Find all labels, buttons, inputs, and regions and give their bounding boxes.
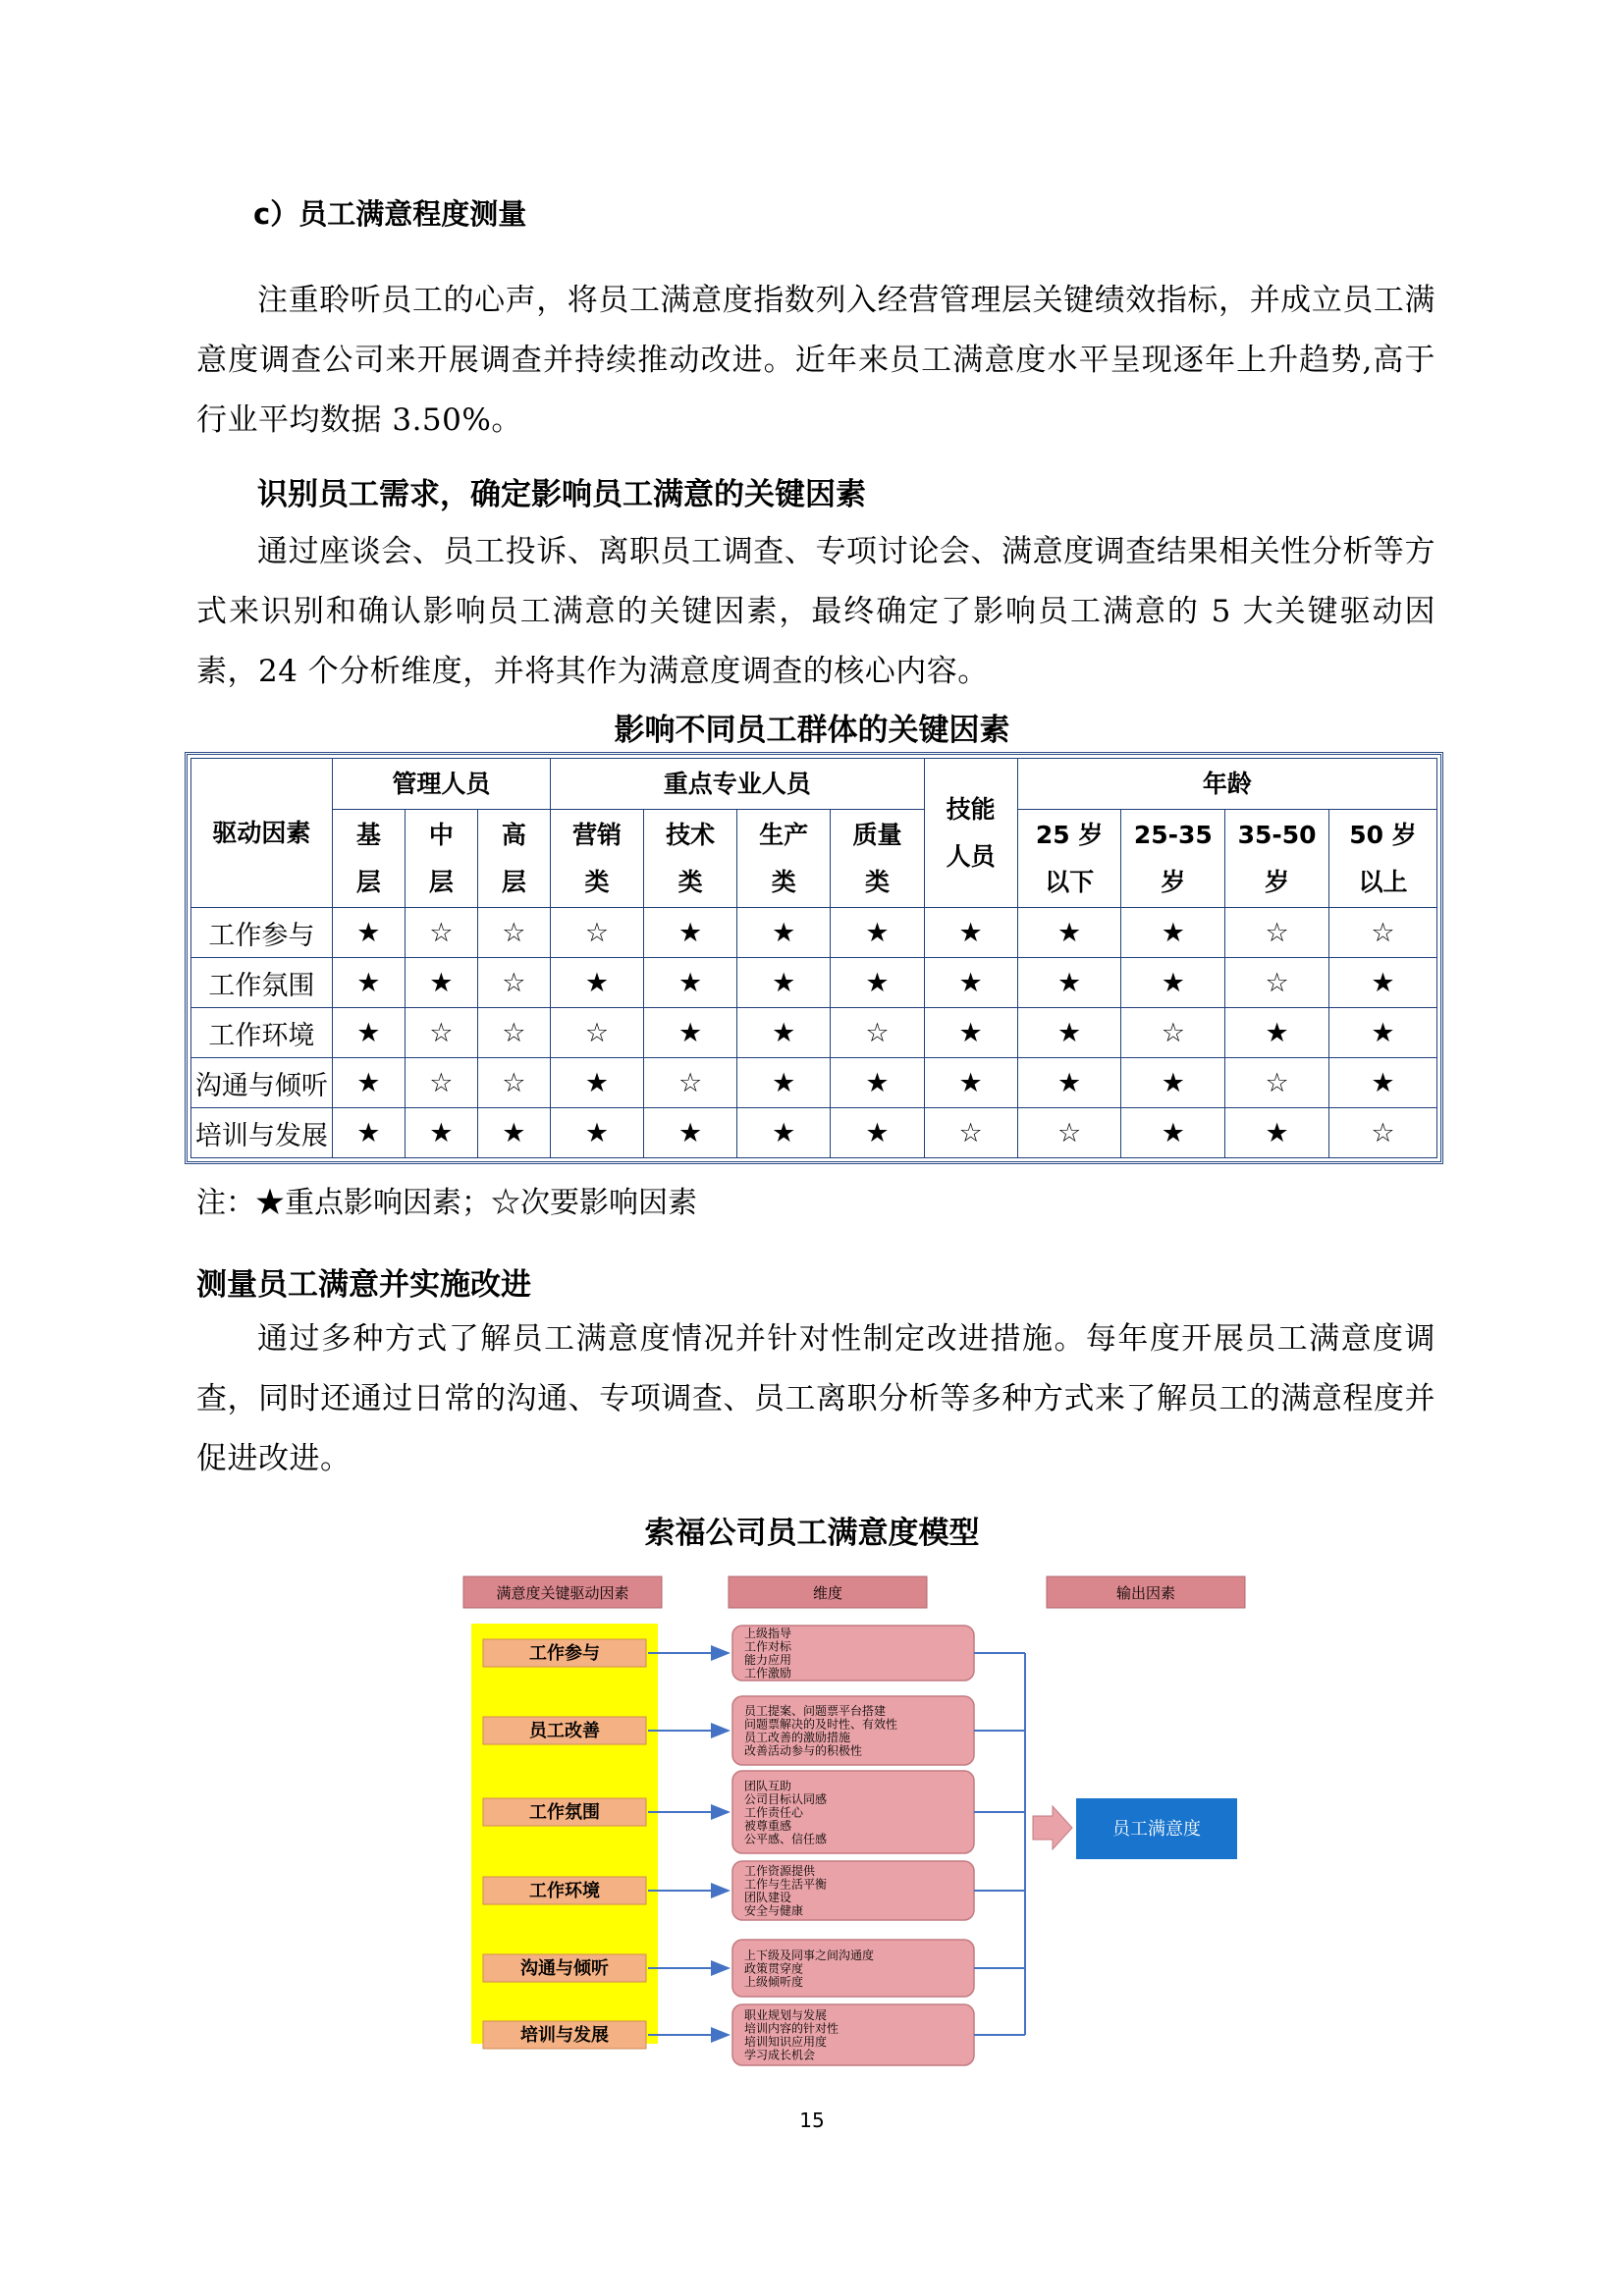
- key-factor-star-icon: ★: [831, 1058, 924, 1108]
- key-factor-star-icon: ★: [1017, 958, 1121, 1008]
- secondary-factor-star-icon: ☆: [924, 1108, 1017, 1158]
- dimension-item: 安全与健康: [744, 1903, 804, 1918]
- key-factor-star-icon: ★: [332, 1058, 405, 1108]
- dimension-item: 学习成长机会: [744, 2048, 816, 2062]
- dimension-item: 工作资源提供: [744, 1864, 816, 1878]
- key-factor-star-icon: ★: [737, 958, 831, 1008]
- key-factor-star-icon: ★: [644, 958, 737, 1008]
- header-corner: 驱动因素: [191, 759, 333, 908]
- key-factor-star-icon: ★: [737, 1108, 831, 1158]
- key-factor-star-icon: ★: [737, 1008, 831, 1058]
- row-label: 工作氛围: [191, 958, 333, 1008]
- row-label: 沟通与倾听: [191, 1058, 333, 1108]
- dimension-item: 被尊重感: [744, 1818, 792, 1833]
- key-factor-star-icon: ★: [332, 958, 405, 1008]
- key-factor-star-icon: ★: [332, 1108, 405, 1158]
- dimension-item: 问题票解决的及时性、有效性: [744, 1717, 898, 1732]
- key-factor-star-icon: ★: [550, 1108, 643, 1158]
- secondary-factor-star-icon: ☆: [1328, 1108, 1436, 1158]
- paragraph-identify: 通过座谈会、员工投诉、离职员工调查、专项讨论会、满意度调查结果相关性分析等方式来识别和确认影响员工满意的关键因素，最终确定了影响员工满意的 5 大关键驱动因素，24 个分析维度，并将其作为满意度调查的核心内容。: [196, 534, 1435, 689]
- driver-label: 工作参与: [529, 1643, 600, 1664]
- secondary-factor-star-icon: ☆: [1225, 908, 1329, 958]
- secondary-factor-star-icon: ☆: [477, 908, 550, 958]
- key-factor-star-icon: ★: [1328, 1058, 1436, 1108]
- secondary-factor-star-icon: ☆: [831, 1008, 924, 1058]
- dimension-item: 培训知识应用度: [744, 2035, 828, 2049]
- header-output-label: 输出因素: [1115, 1584, 1176, 1602]
- key-factor-star-icon: ★: [405, 958, 477, 1008]
- key-factor-star-icon: ★: [1225, 1008, 1329, 1058]
- subcol-age-35-50: 35-50 岁: [1225, 810, 1329, 908]
- header-drivers-label: 满意度关键驱动因素: [496, 1584, 629, 1602]
- subcol-senior: 高 层: [477, 810, 550, 908]
- key-factor-star-icon: ★: [1121, 958, 1225, 1008]
- subcol-quality: 质量 类: [831, 810, 924, 908]
- secondary-factor-star-icon: ☆: [1225, 1058, 1329, 1108]
- subheading-measure: 测量员工满意并实施改进: [196, 1267, 531, 1303]
- dimension-item: 团队互助: [744, 1779, 792, 1793]
- section-heading-c: c）员工满意程度测量: [253, 197, 527, 231]
- satisfaction-model-diagram: [463, 1576, 1261, 2062]
- secondary-factor-star-icon: ☆: [550, 1008, 643, 1058]
- dimension-item: 工作激励: [744, 1666, 792, 1681]
- table-legend-note: 注：★重点影响因素；☆次要影响因素: [196, 1186, 697, 1220]
- secondary-factor-star-icon: ☆: [1121, 1008, 1225, 1058]
- dimension-item: 上下级及同事之间沟通度: [744, 1948, 875, 1962]
- subcol-middle: 中 层: [405, 810, 477, 908]
- key-factor-star-icon: ★: [332, 1008, 405, 1058]
- driver-label: 培训与发展: [520, 2025, 609, 2046]
- key-factor-star-icon: ★: [644, 1008, 737, 1058]
- paragraph-measure: 通过多种方式了解员工满意度情况并针对性制定改进措施。每年度开展员工满意度调查，同时还通过日常的沟通、专项调查、员工离职分析等多种方式来了解员工的满意程度并促进改进。: [196, 1321, 1435, 1476]
- key-factor-star-icon: ★: [1328, 1008, 1436, 1058]
- key-factor-star-icon: ★: [1121, 1108, 1225, 1158]
- key-factor-star-icon: ★: [1121, 1058, 1225, 1108]
- key-factor-star-icon: ★: [1328, 958, 1436, 1008]
- subcol-age-under-25: 25 岁 以下: [1017, 810, 1121, 908]
- secondary-factor-star-icon: ☆: [1328, 908, 1436, 958]
- secondary-factor-star-icon: ☆: [644, 1058, 737, 1108]
- subcol-age-over-50: 50 岁 以上: [1328, 810, 1436, 908]
- secondary-factor-star-icon: ☆: [550, 908, 643, 958]
- subcol-basic: 基 层: [332, 810, 405, 908]
- key-factor-star-icon: ★: [924, 908, 1017, 958]
- table-row: [191, 908, 1437, 958]
- key-factor-star-icon: ★: [405, 1108, 477, 1158]
- dimension-item: 工作责任心: [744, 1805, 804, 1820]
- dimension-item: 团队建设: [744, 1891, 792, 1904]
- dimension-item: 上级指导: [744, 1627, 792, 1640]
- table-row: [191, 958, 1437, 1008]
- key-factor-star-icon: ★: [550, 1058, 643, 1108]
- secondary-factor-star-icon: ☆: [1017, 1108, 1121, 1158]
- header-age: 年龄: [1017, 759, 1436, 810]
- row-label: 工作环境: [191, 1008, 333, 1058]
- subcol-marketing: 营销 类: [550, 810, 643, 908]
- dimension-item: 上级倾听度: [744, 1974, 804, 1989]
- header-dimensions-label: 维度: [812, 1584, 843, 1602]
- key-factor-star-icon: ★: [924, 1058, 1017, 1108]
- secondary-factor-star-icon: ☆: [477, 1008, 550, 1058]
- header-skilled: 技能 人员: [924, 759, 1017, 908]
- subcol-age-25-35: 25-35 岁: [1121, 810, 1225, 908]
- key-factor-star-icon: ★: [644, 908, 737, 958]
- subcol-technical: 技术 类: [644, 810, 737, 908]
- dimension-item: 公平感、信任感: [744, 1832, 828, 1846]
- dimension-item: 培训内容的针对性: [744, 2021, 839, 2036]
- dimension-item: 员工提案、问题票平台搭建: [744, 1704, 887, 1718]
- row-label: 培训与发展: [191, 1108, 333, 1158]
- output-arrow-icon: [1033, 1806, 1072, 1849]
- table-row: [191, 1058, 1437, 1108]
- key-factor-star-icon: ★: [1121, 908, 1225, 958]
- key-factor-star-icon: ★: [644, 1108, 737, 1158]
- secondary-factor-star-icon: ☆: [405, 1058, 477, 1108]
- header-management: 管理人员: [332, 759, 550, 810]
- page-number: 15: [799, 2109, 825, 2132]
- key-factor-star-icon: ★: [831, 908, 924, 958]
- driver-label: 员工改善: [529, 1721, 600, 1741]
- dimension-item: 员工改善的激励措施: [744, 1731, 851, 1744]
- key-factor-star-icon: ★: [332, 908, 405, 958]
- row-label: 工作参与: [191, 908, 333, 958]
- header-professional: 重点专业人员: [550, 759, 924, 810]
- key-factor-star-icon: ★: [1017, 1008, 1121, 1058]
- key-factor-star-icon: ★: [550, 958, 643, 1008]
- paragraph-intro: 注重聆听员工的心声，将员工满意度指数列入经营管理层关键绩效指标，并成立员工满意度调查公司来开展调查并持续推动改进。近年来员工满意度水平呈现逐年上升趋势,高于行业平均数据 3.50%。: [196, 283, 1435, 438]
- dimension-item: 公司目标认同感: [744, 1791, 828, 1806]
- key-factors-table: [185, 752, 1443, 1164]
- key-factor-star-icon: ★: [737, 1058, 831, 1108]
- key-factor-star-icon: ★: [1017, 908, 1121, 958]
- key-factor-star-icon: ★: [477, 1108, 550, 1158]
- driver-label: 工作环境: [529, 1881, 600, 1901]
- key-factor-star-icon: ★: [924, 1008, 1017, 1058]
- secondary-factor-star-icon: ☆: [405, 1008, 477, 1058]
- dimension-item: 工作对标: [744, 1639, 792, 1654]
- subcol-production: 生产 类: [737, 810, 831, 908]
- key-factor-star-icon: ★: [924, 958, 1017, 1008]
- output-label: 员工满意度: [1112, 1819, 1201, 1840]
- key-factor-star-icon: ★: [737, 908, 831, 958]
- dimension-item: 工作与生活平衡: [744, 1877, 828, 1892]
- secondary-factor-star-icon: ☆: [1225, 958, 1329, 1008]
- secondary-factor-star-icon: ☆: [477, 958, 550, 1008]
- subheading-identify-needs: 识别员工需求，确定影响员工满意的关键因素: [257, 477, 866, 512]
- key-factor-star-icon: ★: [831, 958, 924, 1008]
- table-row: [191, 1008, 1437, 1058]
- table-row: [191, 1108, 1437, 1158]
- table-title: 影响不同员工群体的关键因素: [614, 713, 1010, 748]
- dimension-item: 能力应用: [744, 1653, 792, 1667]
- dimension-item: 改善活动参与的积极性: [744, 1743, 863, 1758]
- dimension-item: 职业规划与发展: [744, 2008, 828, 2022]
- dimension-item: 政策贯穿度: [744, 1961, 804, 1976]
- key-factor-star-icon: ★: [1225, 1108, 1329, 1158]
- driver-label: 工作氛围: [529, 1802, 600, 1823]
- key-factor-star-icon: ★: [1017, 1058, 1121, 1108]
- key-factor-star-icon: ★: [831, 1108, 924, 1158]
- driver-label: 沟通与倾听: [520, 1958, 609, 1979]
- model-title: 索福公司员工满意度模型: [644, 1516, 980, 1551]
- secondary-factor-star-icon: ☆: [405, 908, 477, 958]
- secondary-factor-star-icon: ☆: [477, 1058, 550, 1108]
